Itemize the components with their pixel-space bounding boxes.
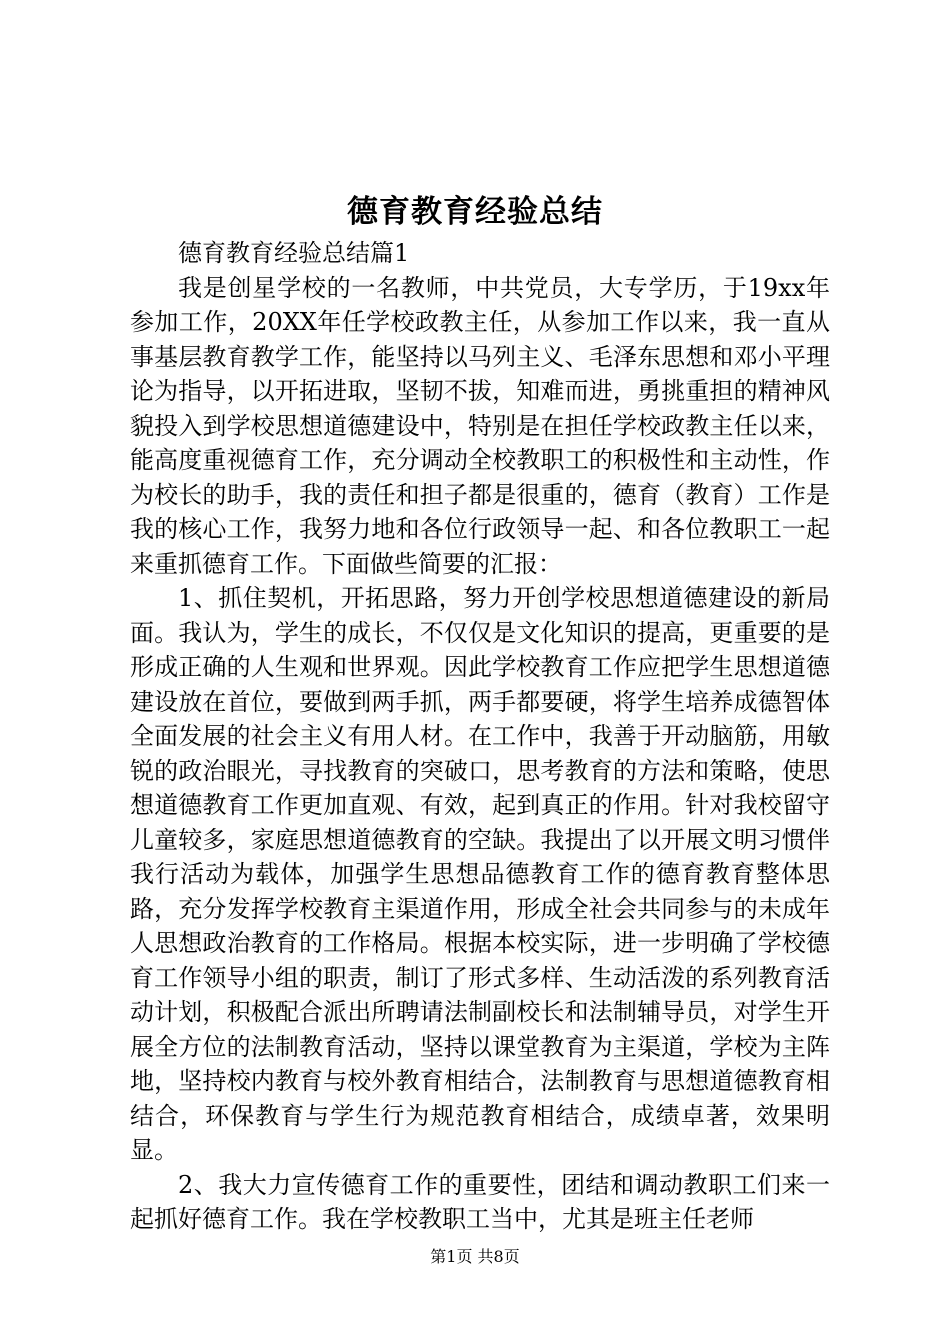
section-heading: 德育教育经验总结篇1 bbox=[178, 239, 410, 267]
paragraph-intro: 我是创星学校的一名教师，中共党员，大专学历，于19xx年参加工作，20XX年任学校政教主任，从参加工作以来，我一直从事基层教育教学工作，能坚持以马列主义、毛泽东思想和邓小平理论为指导，以开拓进取，坚韧不拔，知难而进，勇挑重担的精神风貌投入到学校思想道德建设中，特别是在担任学校政教主任以来，能高度重视德育工作，充分调动全校教职工的积极性和主动性，作为校长的助手，我的责任和担子都是很重的，德育（教育）工作是我的核心工作，我努力地和各位行政领导一起、和各位教职工一起来重抓德育工作。下面做些简要的汇报： bbox=[130, 273, 830, 578]
paragraph-point-2: 2、我大力宣传德育工作的重要性，团结和调动教职工们来一起抓好德育工作。我在学校教职工当中，尤其是班主任老师 bbox=[130, 1170, 830, 1233]
document-title: 德育教育经验总结 bbox=[347, 194, 603, 230]
paragraph-point-1: 1、抓住契机，开拓思路，努力开创学校思想道德建设的新局面。我认为，学生的成长，不仅仅是文化知识的提高，更重要的是形成正确的人生观和世界观。因此学校教育工作应把学生思想道德建设放在首位，要做到两手抓，两手都要硬，将学生培养成德智体全面发展的社会主义有用人材。在工作中，我善于开动脑筋，用敏锐的政治眼光，寻找教育的突破口，思考教育的方法和策略，使思想道德教育工作更加直观、有效，起到真正的作用。针对我校留守儿童较多，家庭思想道德教育的空缺。我提出了以开展文明习惯伴我行活动为载体，加强学生思想品德教育工作的德育教育整体思路，充分发挥学校教育主渠道作用，形成全社会共同参与的未成年人思想政治教育的工作格局。根据本校实际，进一步明确了学校德育工作领导小组的职责，制订了形式多样、生动活泼的系列教育活动计划，积极配合派出所聘请法制副校长和法制辅导员，对学生开展全方位的法制教育活动，坚持以课堂教育为主渠道，学校为主阵地，坚持校内教育与校外教育相结合，法制教育与思想道德教育相结合，环保教育与学生行为规范教育相结合，成绩卓著，效果明显。 bbox=[130, 584, 830, 1164]
document-body bbox=[130, 236, 830, 1237]
page-number: 第1页 共8页 bbox=[430, 1247, 520, 1266]
